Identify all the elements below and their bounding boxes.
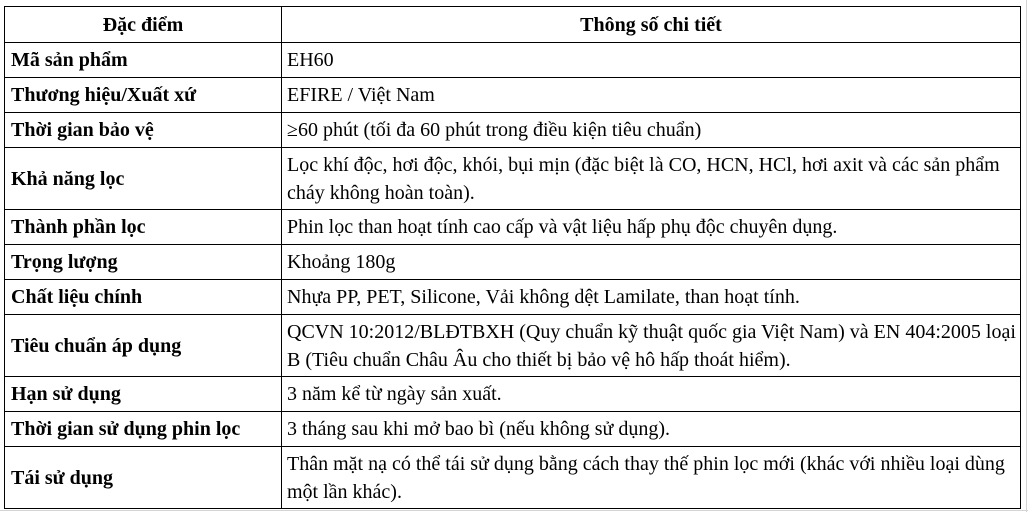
detail-cell[interactable]: 3 tháng sau khi mở bao bì (nếu không sử dụng).: [282, 412, 1021, 447]
detail-cell[interactable]: EFIRE / Việt Nam: [282, 78, 1021, 113]
table-row: [5, 43, 1021, 78]
table-row: [5, 412, 1021, 447]
table-row: [5, 210, 1021, 245]
feature-cell[interactable]: Chất liệu chính: [5, 280, 282, 315]
detail-cell[interactable]: EH60: [282, 43, 1021, 78]
feature-cell[interactable]: Tái sử dụng: [5, 447, 282, 509]
table-row: [5, 78, 1021, 113]
table-row: [5, 377, 1021, 412]
feature-cell[interactable]: Thành phần lọc: [5, 210, 282, 245]
detail-cell[interactable]: Lọc khí độc, hơi độc, khói, bụi mịn (đặc biệt là CO, HCN, HCl, hơi axit và các sản phẩm cháy không hoàn toàn).: [282, 148, 1021, 210]
feature-cell[interactable]: Hạn sử dụng: [5, 377, 282, 412]
gridline-bottom: [0, 510, 1028, 511]
detail-cell[interactable]: QCVN 10:2012/BLĐTBXH (Quy chuẩn kỹ thuật quốc gia Việt Nam) và EN 404:2005 loại B (Tiêu chuẩn Châu Âu cho thiết bị bảo vệ hô hấp thoát hiểm).: [282, 315, 1021, 377]
detail-cell[interactable]: Khoảng 180g: [282, 245, 1021, 280]
feature-cell[interactable]: Thời gian sử dụng phin lọc: [5, 412, 282, 447]
feature-cell[interactable]: Tiêu chuẩn áp dụng: [5, 315, 282, 377]
table-row: [5, 315, 1021, 377]
feature-cell[interactable]: Khả năng lọc: [5, 148, 282, 210]
feature-cell[interactable]: Thời gian bảo vệ: [5, 113, 282, 148]
header-row: [5, 7, 1021, 43]
feature-cell[interactable]: Trọng lượng: [5, 245, 282, 280]
table-row: [5, 280, 1021, 315]
table-row: [5, 447, 1021, 509]
gridline-right: [1026, 0, 1027, 512]
header-detail[interactable]: Thông số chi tiết: [282, 7, 1021, 43]
detail-cell[interactable]: ≥60 phút (tối đa 60 phút trong điều kiện tiêu chuẩn): [282, 113, 1021, 148]
detail-cell[interactable]: Nhựa PP, PET, Silicone, Vải không dệt Lamilate, than hoạt tính.: [282, 280, 1021, 315]
spec-table: [4, 6, 1021, 509]
feature-cell[interactable]: Mã sản phẩm: [5, 43, 282, 78]
detail-cell[interactable]: Thân mặt nạ có thể tái sử dụng bằng cách thay thế phin lọc mới (khác với nhiều loại dùng một lần khác).: [282, 447, 1021, 509]
header-feature[interactable]: Đặc điểm: [5, 7, 282, 43]
detail-cell[interactable]: 3 năm kể từ ngày sản xuất.: [282, 377, 1021, 412]
table-row: [5, 245, 1021, 280]
table-row: [5, 148, 1021, 210]
feature-cell[interactable]: Thương hiệu/Xuất xứ: [5, 78, 282, 113]
table-row: [5, 113, 1021, 148]
detail-cell[interactable]: Phin lọc than hoạt tính cao cấp và vật liệu hấp phụ độc chuyên dụng.: [282, 210, 1021, 245]
